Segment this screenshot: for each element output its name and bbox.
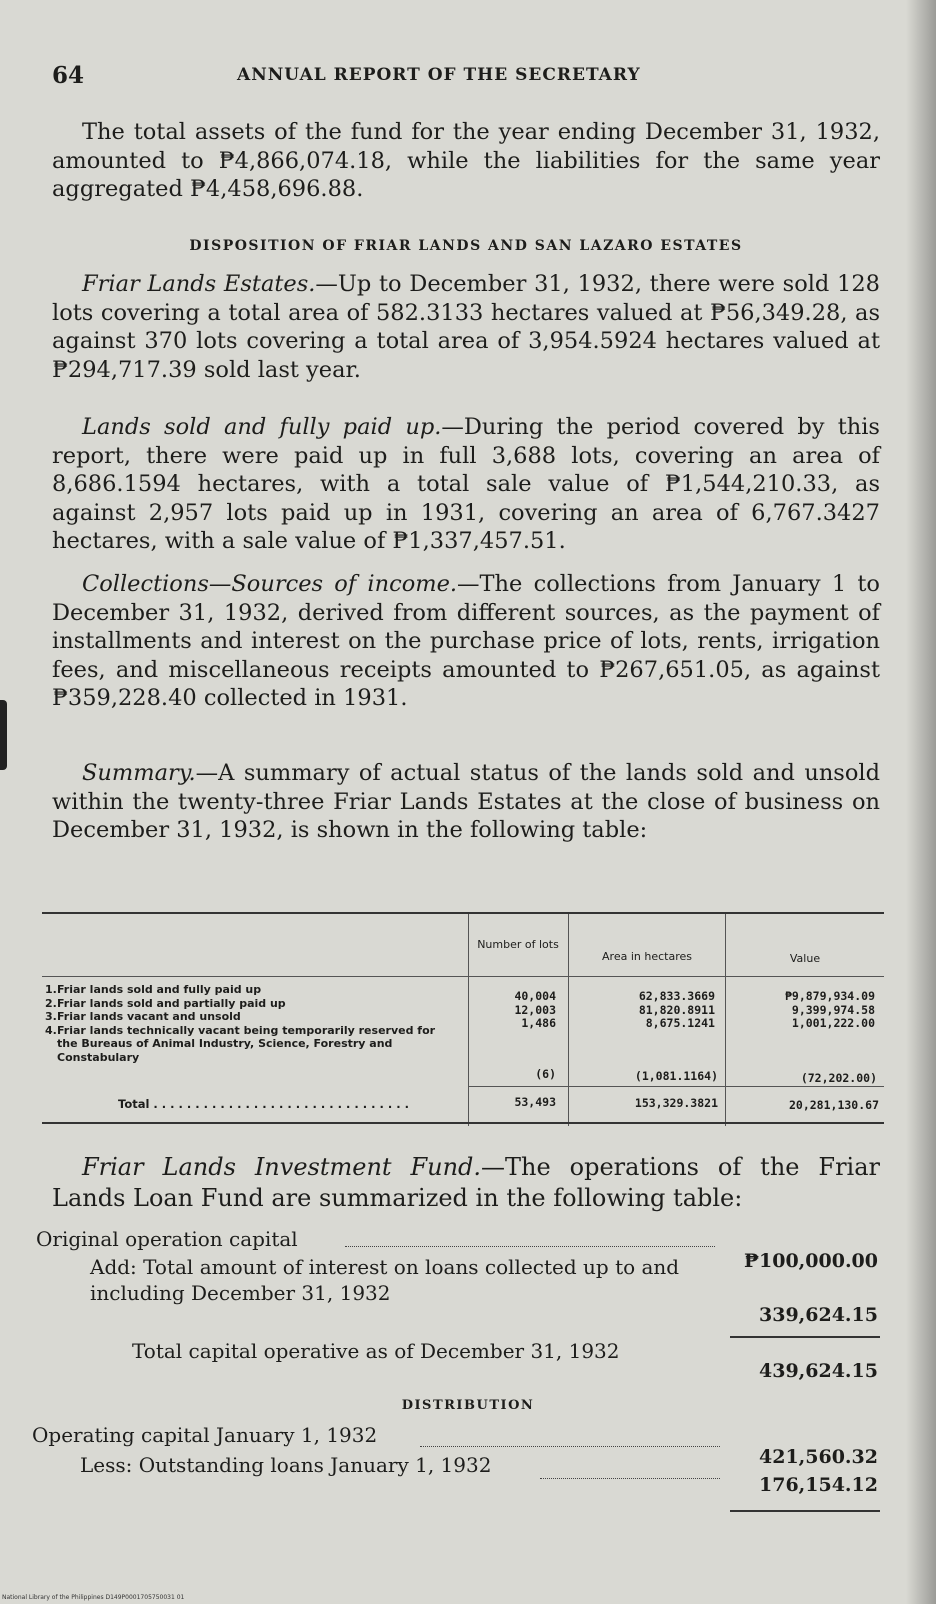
- paragraph-text: —The operations of the Friar Lands Loan Fund are summarized in the following table:: [52, 1153, 880, 1212]
- paragraph-text: —Up to December 31, 1932, there were sold 128 lots covering a total area of 582.3133 hectares valued at ₱56,349.28, as against 370 lots covering a total area of 3,954.5924 hectares valued at ₱294,717.39 sold last year.: [52, 271, 880, 383]
- row-number: 2.: [45, 996, 57, 1010]
- row-number: 3.: [45, 1010, 57, 1023]
- distribution-heading: DISTRIBUTION: [401, 1398, 535, 1413]
- row-number: 4.: [45, 1023, 57, 1037]
- total-label: [118, 1097, 409, 1111]
- page-number: 64: [52, 62, 85, 89]
- lots-column: [470, 990, 556, 1031]
- amount-add-interest: 339,624.15: [759, 1304, 878, 1326]
- sum-rule: [730, 1336, 880, 1338]
- amount-original-capital: ₱100,000.00: [744, 1250, 878, 1272]
- line-original-capital: Original operation capital: [36, 1227, 298, 1251]
- cell-area: 62,833.3669: [638, 989, 715, 1003]
- line-outstanding-loans: Less: Outstanding loans January 1, 1932: [80, 1453, 492, 1477]
- paragraph-friar-estates: [52, 270, 880, 384]
- page-edge-shadow: [906, 0, 936, 1604]
- table-row: [45, 1010, 465, 1024]
- line-total-capital: Total capital operative as of December 31, 1932: [132, 1339, 620, 1363]
- table-divider: [568, 914, 569, 1126]
- paragraph-text: —The collections from January 1 to December 31, 1932, derived from different sources, as the payment of installments and interest on the purchase price of lots, rents, irrigation fees, and miscellaneous receipts amounted to ₱267,651.05, as against ₱359,228.40 collected in 1931.: [52, 571, 880, 712]
- intro-paragraph: The total assets of the fund for the year ending December 31, 1932, amounted to ₱4,866,074.18, while the liabilities for the same year aggregated ₱4,458,696.88.: [52, 119, 880, 203]
- column-header-area: Area in hectares: [602, 950, 692, 963]
- paragraph-lead: Friar Lands Investment Fund.: [82, 1153, 482, 1181]
- cell-value: 1,001,222.00: [791, 1016, 875, 1030]
- line-operating-capital: Operating capital January 1, 1932: [32, 1423, 378, 1447]
- cell-area: 81,820.8911: [638, 1002, 715, 1017]
- paragraph-summary: [52, 759, 880, 845]
- footer-note: National Library of the Philippines D149P0001705750031 01: [2, 1594, 185, 1601]
- table-header-rule: [42, 976, 884, 977]
- cell-area: 8,675.1241: [645, 1016, 715, 1030]
- leader-dots: [540, 1478, 720, 1479]
- total-label-text: Total: [118, 1097, 150, 1111]
- table-bottom-rule: [42, 1122, 884, 1124]
- paragraph-text: —A summary of actual status of the lands sold and unsold within the twenty-three Friar Lands Estates at the close of business on December 31, 1932, is shown in the following table:: [52, 760, 880, 844]
- leader-dots: [420, 1446, 720, 1447]
- binding-mark: [0, 700, 7, 770]
- total-lots: 53,493: [514, 1095, 556, 1109]
- amount-outstanding-loans: 176,154.12: [759, 1474, 878, 1496]
- table-divider: [468, 914, 469, 1126]
- cell-area-reserved: (1,081.1164): [634, 1069, 718, 1083]
- total-rule: [468, 1086, 884, 1087]
- table-top-rule: [42, 912, 884, 914]
- row-label: Friar lands sold and fully paid up: [57, 983, 262, 996]
- cell-value-reserved: (72,202.00): [800, 1071, 877, 1085]
- paragraph-lead: Lands sold and fully paid up.: [82, 414, 442, 440]
- line-add-interest: Add: Total amount of interest on loans collected up to and including December 31, 1932: [90, 1255, 680, 1305]
- table-divider: [725, 914, 726, 1126]
- total-area: 153,329.3821: [634, 1096, 718, 1110]
- total-value: 20,281,130.67: [788, 1098, 879, 1112]
- paragraph-paid-up: [52, 413, 880, 556]
- column-header-value: Value: [789, 952, 821, 965]
- paragraph-text: —During the period covered by this report, there were paid up in full 3,688 lots, covering an area of 8,686.1594 hectares, with a total sale value of ₱1,544,210.33, as against 2,957 lots paid up in 1931, covering an area of 6,767.3427 hectares, with a sale value of ₱1,337,457.51.: [52, 414, 880, 555]
- leader-dots: . . . . . . . . . . . . . . . . . . . . . . . . . . . . . . .: [149, 1097, 409, 1111]
- section-heading: DISPOSITION OF FRIAR LANDS AND SAN LAZARO ESTATES: [189, 238, 743, 254]
- running-header: [52, 62, 882, 92]
- paragraph-lead: Friar Lands Estates.: [82, 271, 316, 297]
- cell-lots: 40,004: [514, 989, 556, 1003]
- paragraph-lead: Summary.: [82, 760, 196, 786]
- table-row: [45, 997, 465, 1011]
- row-label: Friar lands technically vacant being temporarily reserved for the Bureaus of Animal Industry, Science, Forestry and Constabulary: [57, 1023, 436, 1064]
- cell-lots: 1,486: [521, 1016, 556, 1030]
- cell-value: 9,399,974.58: [791, 1002, 875, 1017]
- cell-lots-reserved: (6): [535, 1067, 556, 1081]
- table-row-labels: [45, 983, 465, 1064]
- leader-dots: [345, 1246, 715, 1247]
- table-row: [45, 983, 465, 997]
- row-number: 1.: [45, 983, 57, 996]
- row-label: Friar lands vacant and unsold: [57, 1010, 241, 1023]
- cell-value: ₱9,879,934.09: [784, 989, 875, 1003]
- amount-total-capital: 439,624.15: [759, 1360, 878, 1382]
- paragraph-investment: [52, 1152, 880, 1214]
- table-row: [45, 1024, 465, 1065]
- paragraph-collections: [52, 570, 880, 713]
- cell-lots: 12,003: [514, 1002, 556, 1017]
- amount-operating-capital: 421,560.32: [759, 1446, 878, 1468]
- running-title: ANNUAL REPORT OF THE SECRETARY: [237, 65, 641, 85]
- paragraph-lead: Collections—Sources of income.: [82, 571, 458, 597]
- value-column: [727, 990, 875, 1031]
- row-label: Friar lands sold and partially paid up: [57, 996, 286, 1010]
- column-header-lots: Number of lots: [477, 938, 559, 951]
- sum-rule: [730, 1510, 880, 1512]
- area-column: [570, 990, 715, 1031]
